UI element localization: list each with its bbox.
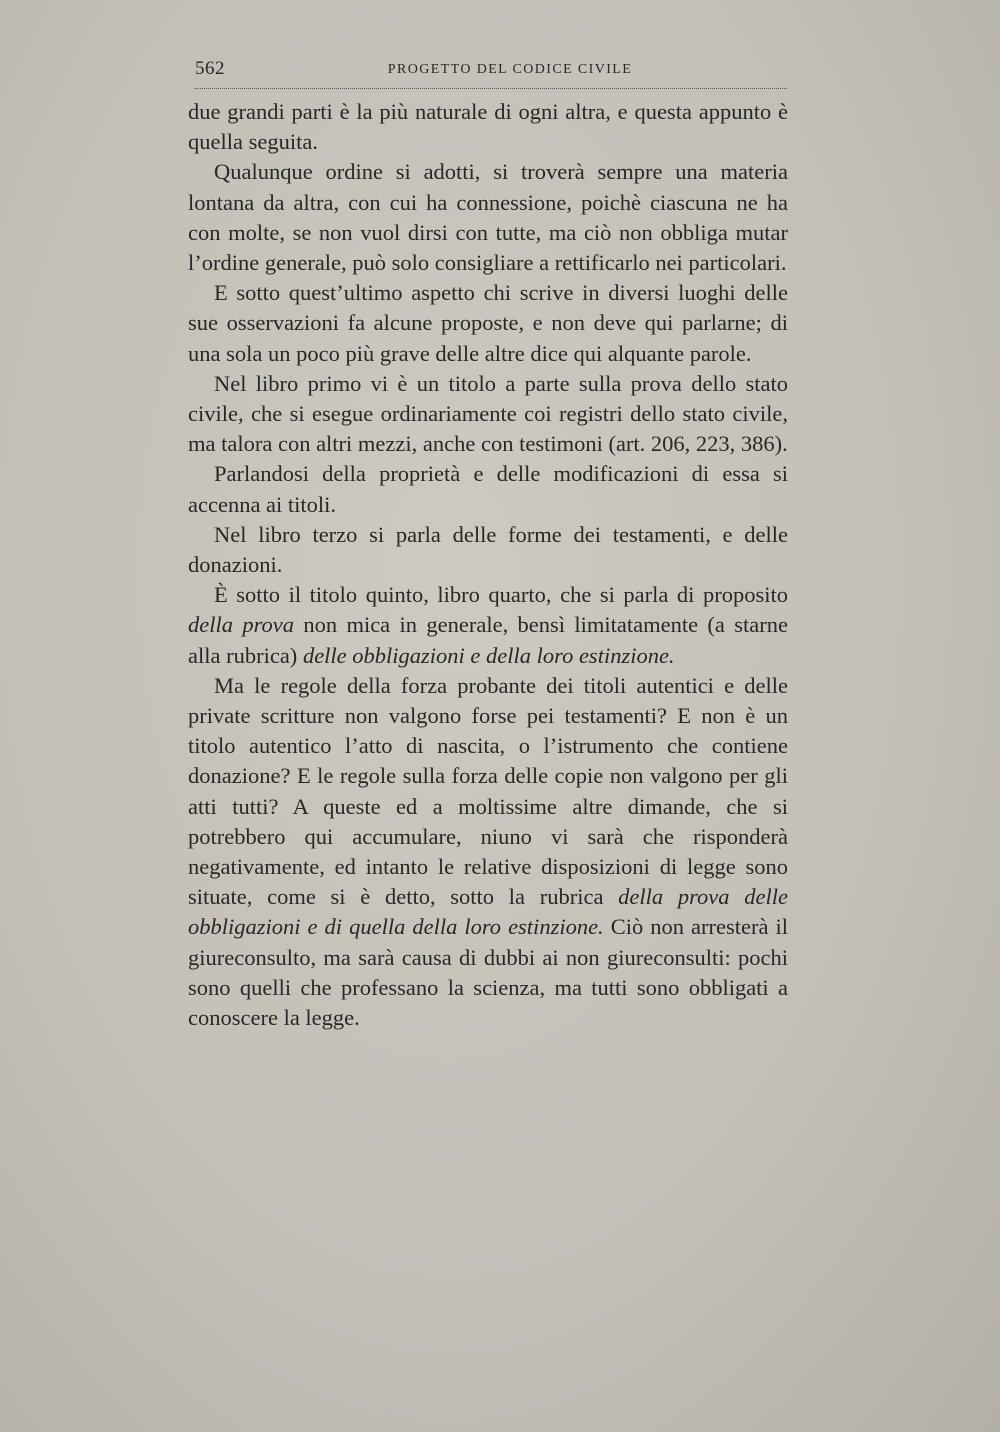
- text-segment: E sotto quest’ultimo aspetto chi scrive in diversi luoghi delle sue osservazioni fa alcune proposte, e non deve qui parlarne; di una sola un poco più grave delle altre dice qui alquante parole.: [188, 280, 788, 366]
- paragraph: [188, 520, 788, 580]
- body-text: [188, 97, 788, 1033]
- italic-segment: delle obbligazioni e della loro estinzione.: [302, 642, 675, 668]
- paragraph: [188, 369, 788, 460]
- text-segment: Parlandosi della proprietà e delle modificazioni di essa si accenna ai titoli.: [188, 461, 788, 517]
- paragraph: [188, 278, 788, 369]
- paragraph: [188, 157, 788, 278]
- paragraph: [188, 97, 788, 157]
- text-segment: Nel libro primo vi è un titolo a parte sulla prova dello stato civile, che si esegue ordinariamente coi registri dello stato civile, ma talora con altri mezzi, anche con testimoni (art. 206, 223, 386).: [188, 370, 788, 457]
- italic-segment: della prova: [188, 612, 294, 638]
- italic-segment: della prova delle obbligazioni e di quella della loro estinzione.: [188, 884, 788, 940]
- page-number: 562: [195, 58, 225, 79]
- running-title: PROGETTO DEL CODICE CIVILE: [387, 62, 633, 77]
- text-segment: non mica in generale, bensì limitatamente (a starne alla rubrica): [188, 612, 788, 668]
- text-segment: Qualunque ordine si adotti, si troverà sempre una materia lontana da altra, con cui ha connessione, poichè ciascuna ne ha con molte, se non vuol dirsi con tutte, ma ciò non obbliga mutar l’ordine generale, può solo consigliare a rettificarlo nei particolari.: [188, 159, 788, 276]
- text-segment: È sotto il titolo quinto, libro quarto, che si parla di proposito: [214, 582, 788, 608]
- text-segment: Nel libro terzo si parla delle forme dei testamenti, e delle donazioni.: [188, 521, 788, 578]
- page-header: [195, 58, 785, 84]
- text-segment: due grandi parti è la più naturale di ogni altra, e questa appunto è quella seguita.: [188, 99, 788, 155]
- header-divider: [195, 88, 787, 89]
- paragraph: [188, 671, 788, 1033]
- paragraph: [188, 580, 788, 671]
- text-segment: Ma le regole della forza probante dei titoli autentici e delle private scritture non valgono forse pei testamenti? E non è un titolo autentico l’atto di nascita, o l’istrumento che contiene donazione? E le regole sulla forza delle copie non valgono per gli atti tutti? A queste ed a moltissime altre dimande, che si potrebbero qui accumulare, niuno vi sarà che risponderà negativamente, ed intanto le relative disposizioni di legge sono situate, come si è detto, sotto la rubrica: [188, 672, 788, 910]
- text-segment: Ciò non arresterà il giureconsulto, ma sarà causa di dubbi ai non giureconsulti: pochi sono quelli che professano la scienza, ma tutti sono obbligati a conoscere la legge.: [188, 914, 788, 1031]
- paragraph: [188, 459, 788, 519]
